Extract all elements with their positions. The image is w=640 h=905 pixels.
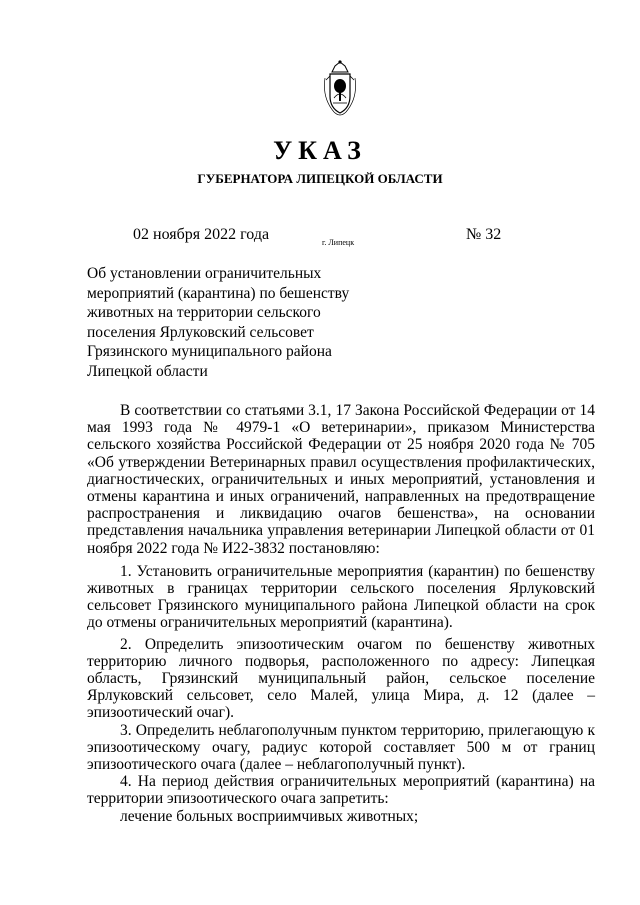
- preamble-paragraph: В соответствии со статьями 3.1, 17 Закона Российской Федерации от 14 мая 1993 года № 4979-1 «О ветеринарии», приказом Министерства сельского хозяйства Российской Федерации от 25 ноября 2020 года № 705 «Об утверждении Ветеринарных правил осуществления профилактических, диагностических, ограничительных и иных мероприятий, установления и отмены карантина и иных ограничений, направленных на предотвращение распространения и ликвидацию очагов бешенства», на основании представления начальника управления ветеринарии Липецкой области от 01 ноября 2022 года № И22-3832 постановляю:: [87, 402, 595, 557]
- clause-paragraph-2: 2. Определить эпизоотическим очагом по бешенству животных территорию личного подворья, расположенного по адресу: Липецкая область, Грязинский муниципальный район, сельское поселение Ярлуковский сельсовет, село Малей, улица Мира, д. 12 (далее – эпизоотический очаг).: [87, 635, 595, 722]
- document-place: г. Липецк: [322, 238, 355, 247]
- coat-of-arms-emblem: [322, 58, 358, 120]
- clause-paragraph-1: 1. Установить ограничительные мероприятия (карантин) по бешенству животных в границах территории сельского поселения Ярлуковский сельсовет Грязинского муниципального района Липецкой области на срок до отмены ограничительных мероприятий (карантина).: [87, 562, 595, 632]
- clause-paragraph-4: 4. На период действия ограничительных мероприятий (карантина) на территории эпизоотического очага запретить:: [87, 773, 595, 808]
- document-number: № 32: [466, 226, 502, 243]
- document-date: 02 ноября 2022 года: [133, 226, 270, 243]
- clause-subitem: лечение больных восприимчивых животных;: [120, 807, 419, 825]
- document-body: [87, 402, 595, 825]
- document-title: УКАЗ: [273, 136, 367, 165]
- clause-paragraph-3: 3. Определить неблагополучным пунктом территорию, прилегающую к эпизоотическому очагу, радиус которой составляет 500 м от границ эпизоотического очага (далее – неблагополучный пункт).: [87, 721, 595, 774]
- document-subtitle: ГУБЕРНАТОРА ЛИПЕЦКОЙ ОБЛАСТИ: [197, 171, 443, 186]
- document-heading: Об установлении ограничительных мероприятий (карантина) по бешенству животных на территории сельского поселения Ярлуковский сельсовет Грязинского муниципального района Липецкой области: [87, 265, 350, 380]
